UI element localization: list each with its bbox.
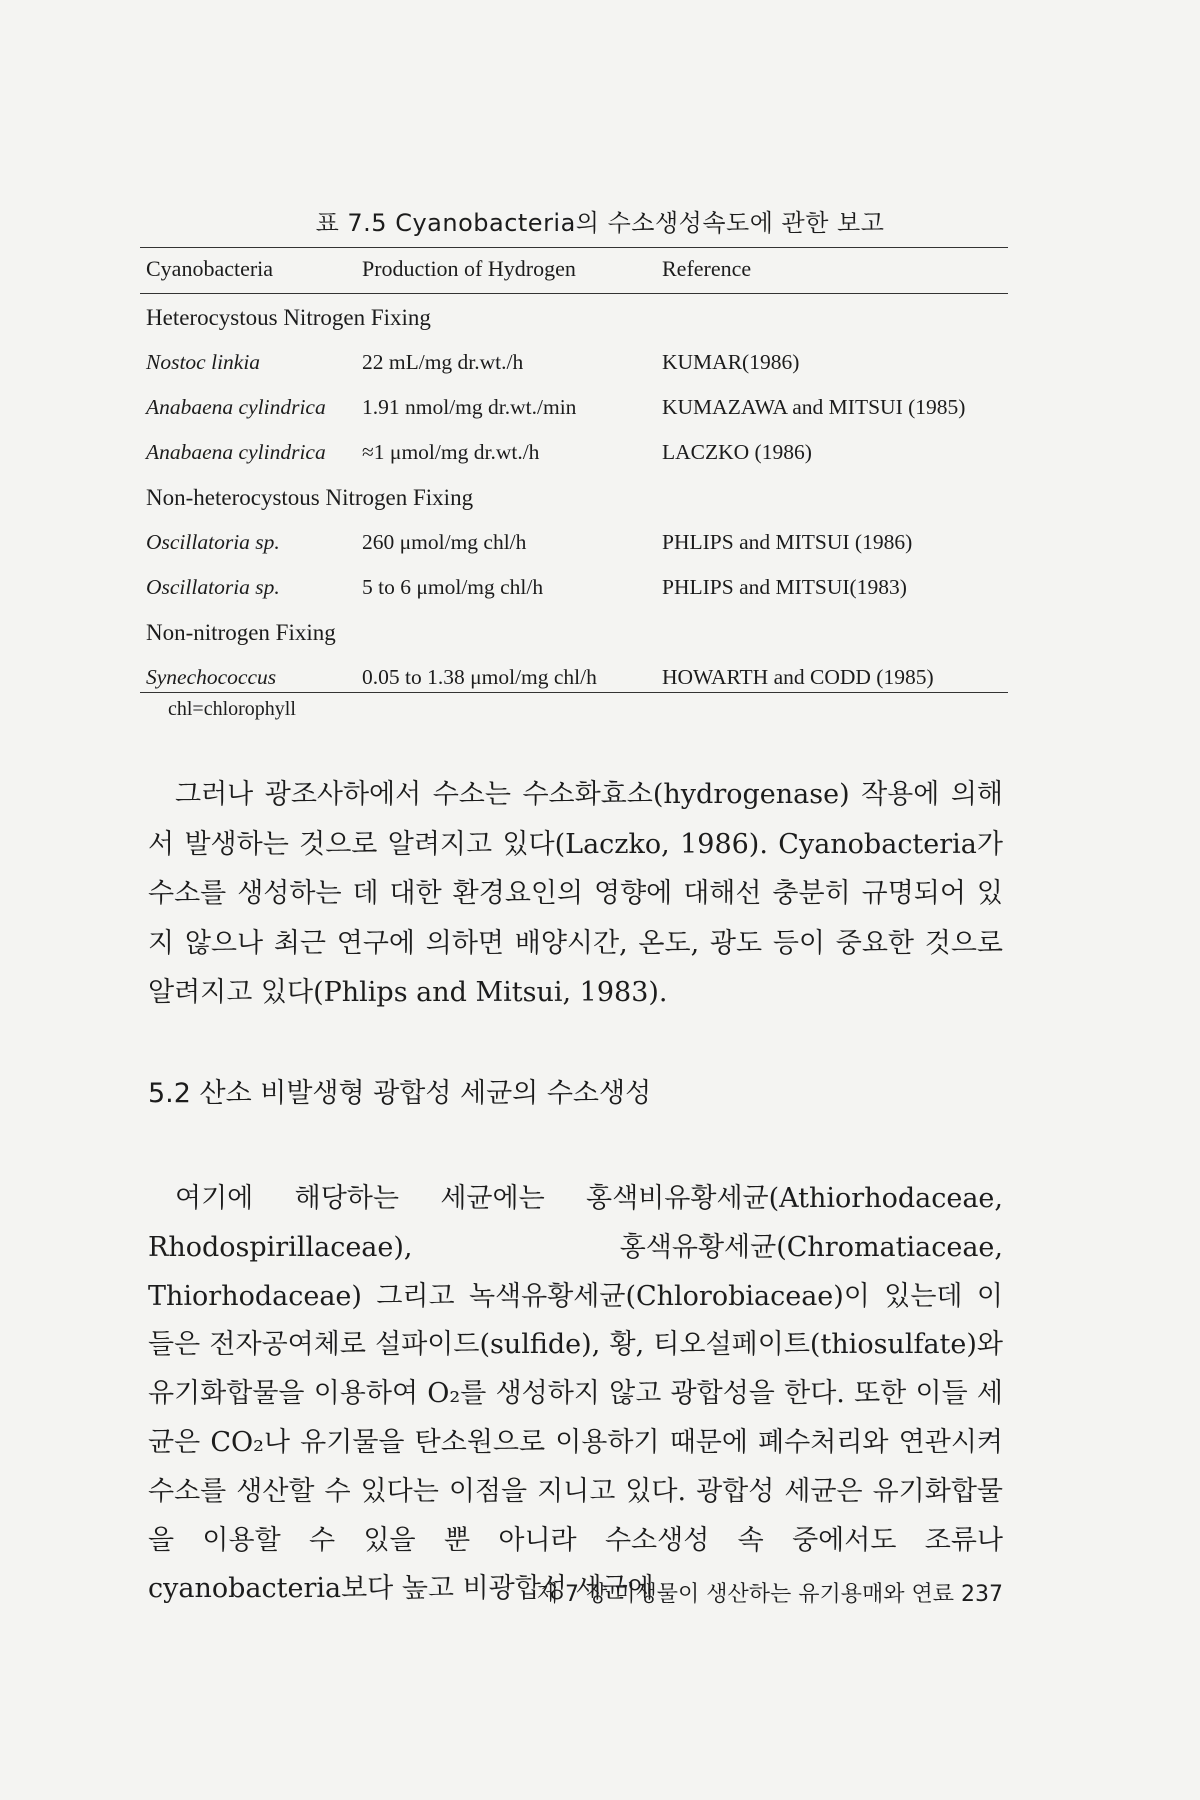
production-cell: 22 mL/mg dr.wt./h — [362, 350, 524, 374]
group-label-non-nitrogen: Non-nitrogen Fixing — [146, 620, 336, 645]
organism-cell: Anabaena cylindrica — [146, 440, 326, 464]
group-row — [140, 305, 1008, 335]
reference-cell: PHLIPS and MITSUI(1983) — [662, 575, 907, 599]
table-header-rule — [140, 293, 1008, 294]
organism-cell: Anabaena cylindrica — [146, 395, 326, 419]
table-row — [140, 350, 1008, 380]
section-heading: 5.2 산소 비발생형 광합성 세균의 수소생성 — [148, 1078, 652, 1109]
production-cell: 260 μmol/mg chl/h — [362, 530, 527, 554]
table-footnote: chl=chlorophyll — [168, 698, 296, 720]
header-production: Production of Hydrogen — [362, 256, 576, 281]
table-top-rule — [140, 247, 1008, 248]
group-label-non-heterocystous: Non-heterocystous Nitrogen Fixing — [146, 485, 474, 510]
group-label-heterocystous: Heterocystous Nitrogen Fixing — [146, 305, 431, 330]
production-cell: ≈1 μmol/mg dr.wt./h — [362, 440, 540, 464]
table-header-row — [140, 256, 1008, 286]
reference-cell: HOWARTH and CODD (1985) — [662, 665, 934, 689]
group-row — [140, 620, 1008, 650]
table-row — [140, 530, 1008, 560]
page-footer: 제 7 장 미생물이 생산하는 유기용매와 연료 237 — [536, 1582, 1003, 1607]
table-row — [140, 575, 1008, 605]
header-reference: Reference — [662, 256, 752, 281]
production-cell: 5 to 6 μmol/mg chl/h — [362, 575, 544, 599]
reference-cell: KUMAR(1986) — [662, 350, 800, 374]
organism-cell: Nostoc linkia — [146, 350, 261, 374]
body-paragraph-1: 그러나 광조사하에서 수소는 수소화효소(hydrogenase) 작용에 의해서 발생하는 것으로 알려지고 있다(Laczko, 1986). Cyanobacteria가 수소를 생성하는 데 대한 환경요인의 영향에 대해선 충분히 규명되어 있지 않으나 최근 연구에 의하면 배양시간, 온도, 광도 등이 중요한 것으로 알려지고 있다(Phlips and Mitsui, 1983). — [148, 779, 1003, 1008]
header-cyanobacteria: Cyanobacteria — [146, 256, 274, 281]
table-row — [140, 395, 1008, 425]
reference-cell: LACZKO (1986) — [662, 440, 812, 464]
table-caption: 표 7.5 Cyanobacteria의 수소생성속도에 관한 보고 — [315, 209, 885, 237]
group-row — [140, 485, 1008, 515]
production-cell: 0.05 to 1.38 μmol/mg chl/h — [362, 665, 597, 689]
production-cell: 1.91 nmol/mg dr.wt./min — [362, 395, 577, 419]
reference-cell: KUMAZAWA and MITSUI (1985) — [662, 395, 966, 419]
organism-cell: Synechococcus — [146, 665, 277, 689]
body-paragraph-2: 여기에 해당하는 세균에는 홍색비유황세균(Athiorhodaceae, Rhodospirillaceae), 홍색유황세균(Chromatiaceae, Thiorhodaceae) 그리고 녹색유황세균(Chlorobiaceae)이 있는데 이들은 전자공여체로 설파이드(sulfide), 황, 티오설페이트(thiosulfate)와 유기화합물을 이용하여 O₂를 생성하지 않고 광합성을 한다. 또한 이들 세균은 CO₂나 유기물을 탄소원으로 이용하기 때문에 폐수처리와 연관시켜 수소를 생산할 수 있다는 이점을 지니고 있다. 광합성 세균은 유기화합물을 이용할 수 있을 뿐 아니라 수소생성 속 중에서도 조류나 cyanobacteria보다 높고 비광합성 세균에 — [148, 1183, 1003, 1605]
table-row — [140, 440, 1008, 470]
organism-cell: Oscillatoria sp. — [146, 575, 280, 599]
table-row — [140, 665, 1008, 695]
organism-cell: Oscillatoria sp. — [146, 530, 280, 554]
reference-cell: PHLIPS and MITSUI (1986) — [662, 530, 913, 554]
